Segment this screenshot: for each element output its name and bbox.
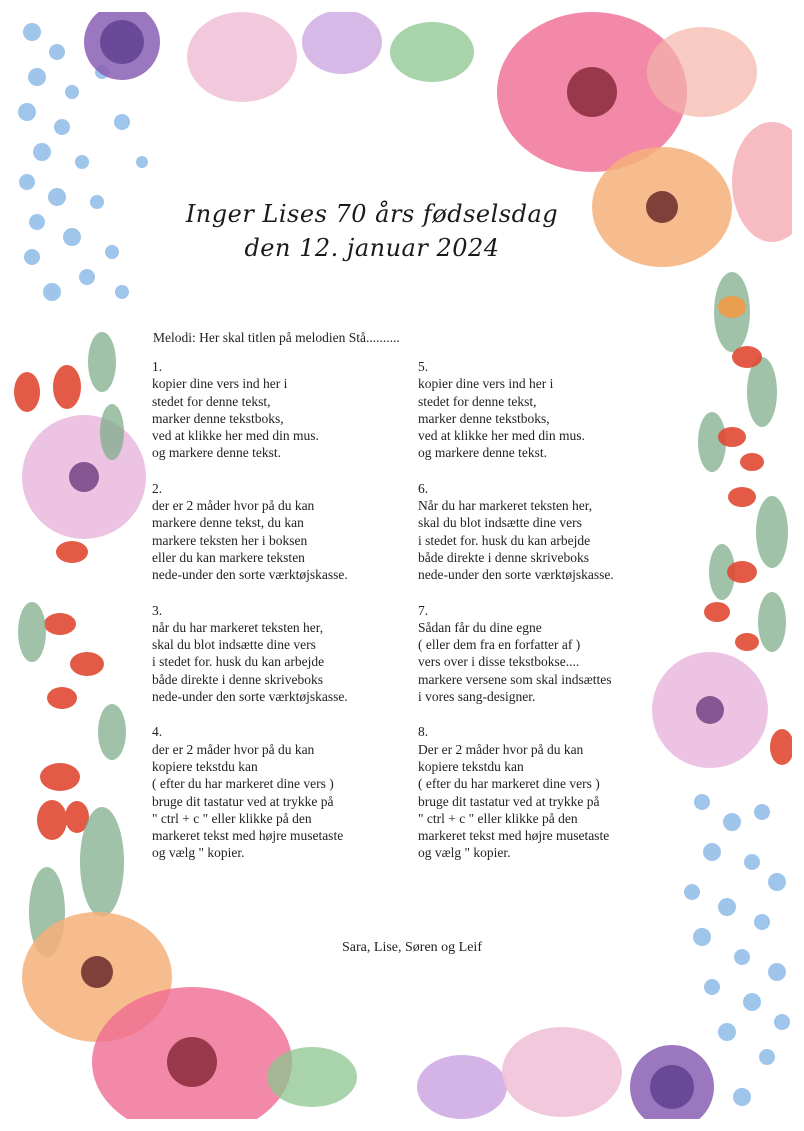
verse-number: 4. xyxy=(152,724,163,740)
signoff-names: Sara, Lise, Søren og Leif xyxy=(342,940,482,955)
verse-line: skal du blot indsætte dine vers xyxy=(418,515,582,531)
verse-line: markere versene som skal indsættes xyxy=(418,671,612,687)
title-line-1: Inger Lises 70 års fødselsdag xyxy=(185,200,559,228)
verse-number: 8. xyxy=(418,724,429,740)
verse-line: ved at klikke her med din mus. xyxy=(418,428,585,444)
verse-1 xyxy=(152,358,402,462)
verse-line: " ctrl + c " eller klikke på den xyxy=(418,810,578,826)
verse-line: markeret tekst med højre musetaste xyxy=(418,828,610,844)
verse-line: der er 2 måder hvor på du kan xyxy=(152,741,315,757)
verse-line: vers over i disse tekstbokse.... xyxy=(418,654,580,670)
verse-column-right xyxy=(418,358,668,880)
verse-3 xyxy=(152,602,402,706)
verse-line: nede-under den sorte værktøjskasse. xyxy=(418,567,614,583)
verse-8 xyxy=(418,723,668,861)
verse-line: kopiere tekstdu kan xyxy=(418,758,524,774)
lavender-daisy-left xyxy=(22,415,146,539)
verse-number: 2. xyxy=(152,480,163,496)
verse-line: stedet for denne tekst, xyxy=(418,393,537,409)
verse-line: både direkte i denne skriveboks xyxy=(418,549,589,565)
verse-number: 3. xyxy=(152,602,163,618)
verse-5 xyxy=(418,358,668,462)
verse-line: marker denne tekstboks, xyxy=(418,410,550,426)
verse-line: " ctrl + c " eller klikke på den xyxy=(152,810,312,826)
verse-line: ( eller dem fra en forfatter af ) xyxy=(418,637,581,653)
verse-line: både direkte i denne skriveboks xyxy=(152,671,323,687)
verse-line: og vælg " kopier. xyxy=(418,845,511,861)
verse-line: ved at klikke her med din mus. xyxy=(152,428,319,444)
verse-line: Sådan får du dine egne xyxy=(418,619,542,635)
verse-line: i stedet for. husk du kan arbejde xyxy=(418,532,591,548)
verse-6 xyxy=(418,480,668,584)
verse-line: kopiere tekstdu kan xyxy=(152,758,258,774)
verse-line: Når du har markeret teksten her, xyxy=(418,498,593,514)
verse-number: 6. xyxy=(418,480,429,496)
verse-line: marker denne tekstboks, xyxy=(152,410,284,426)
verse-line: og markere denne tekst. xyxy=(152,445,281,461)
verse-line: markere teksten her i boksen xyxy=(152,532,308,548)
verse-line: kopier dine vers ind her i xyxy=(418,376,554,392)
flowers-bottom-right xyxy=(417,1027,714,1119)
verse-line: Der er 2 måder hvor på du kan xyxy=(418,741,584,757)
verse-line: når du har markeret teksten her, xyxy=(152,619,324,635)
peach-flower-right xyxy=(592,147,732,267)
pink-magnolia-top xyxy=(187,12,474,102)
verse-line: i stedet for. husk du kan arbejde xyxy=(152,654,325,670)
verse-line: ( efter du har markeret dine vers ) xyxy=(418,776,600,792)
verse-line: bruge dit tastatur ved at trykke på xyxy=(152,793,334,809)
title-line-2: den 12. januar 2024 xyxy=(244,234,500,262)
verse-line: nede-under den sorte værktøjskasse. xyxy=(152,689,348,705)
verse-line: stedet for denne tekst, xyxy=(152,393,271,409)
verse-number: 5. xyxy=(418,359,429,374)
verse-line: markere denne tekst, du kan xyxy=(152,515,304,531)
verse-7 xyxy=(418,602,668,706)
verse-line: og vælg " kopier. xyxy=(152,845,245,861)
verse-column-left xyxy=(152,358,402,880)
verse-line: nede-under den sorte værktøjskasse. xyxy=(152,567,348,583)
verse-line: der er 2 måder hvor på du kan xyxy=(152,498,315,514)
melody-line: Melodi: Her skal titlen på melodien Stå.......... xyxy=(153,330,400,345)
page-title xyxy=(132,197,612,265)
verse-line: og markere denne tekst. xyxy=(418,445,547,461)
pink-flower-bottom xyxy=(92,987,357,1119)
verse-line: i vores sang-designer. xyxy=(418,689,536,705)
verse-line: markeret tekst med højre musetaste xyxy=(152,828,344,844)
verse-line: ( efter du har markeret dine vers ) xyxy=(152,776,334,792)
lavender-daisy-right xyxy=(652,652,768,768)
verse-2 xyxy=(152,480,402,584)
verse-line: eller du kan markere teksten xyxy=(152,549,305,565)
verse-4 xyxy=(152,723,402,861)
verse-line: bruge dit tastatur ved at trykke på xyxy=(418,793,600,809)
verse-number: 7. xyxy=(418,602,429,618)
song-sheet-page xyxy=(12,12,792,1119)
verse-line: kopier dine vers ind her i xyxy=(152,376,288,392)
verse-number: 1. xyxy=(152,359,163,374)
verse-line: skal du blot indsætte dine vers xyxy=(152,637,316,653)
